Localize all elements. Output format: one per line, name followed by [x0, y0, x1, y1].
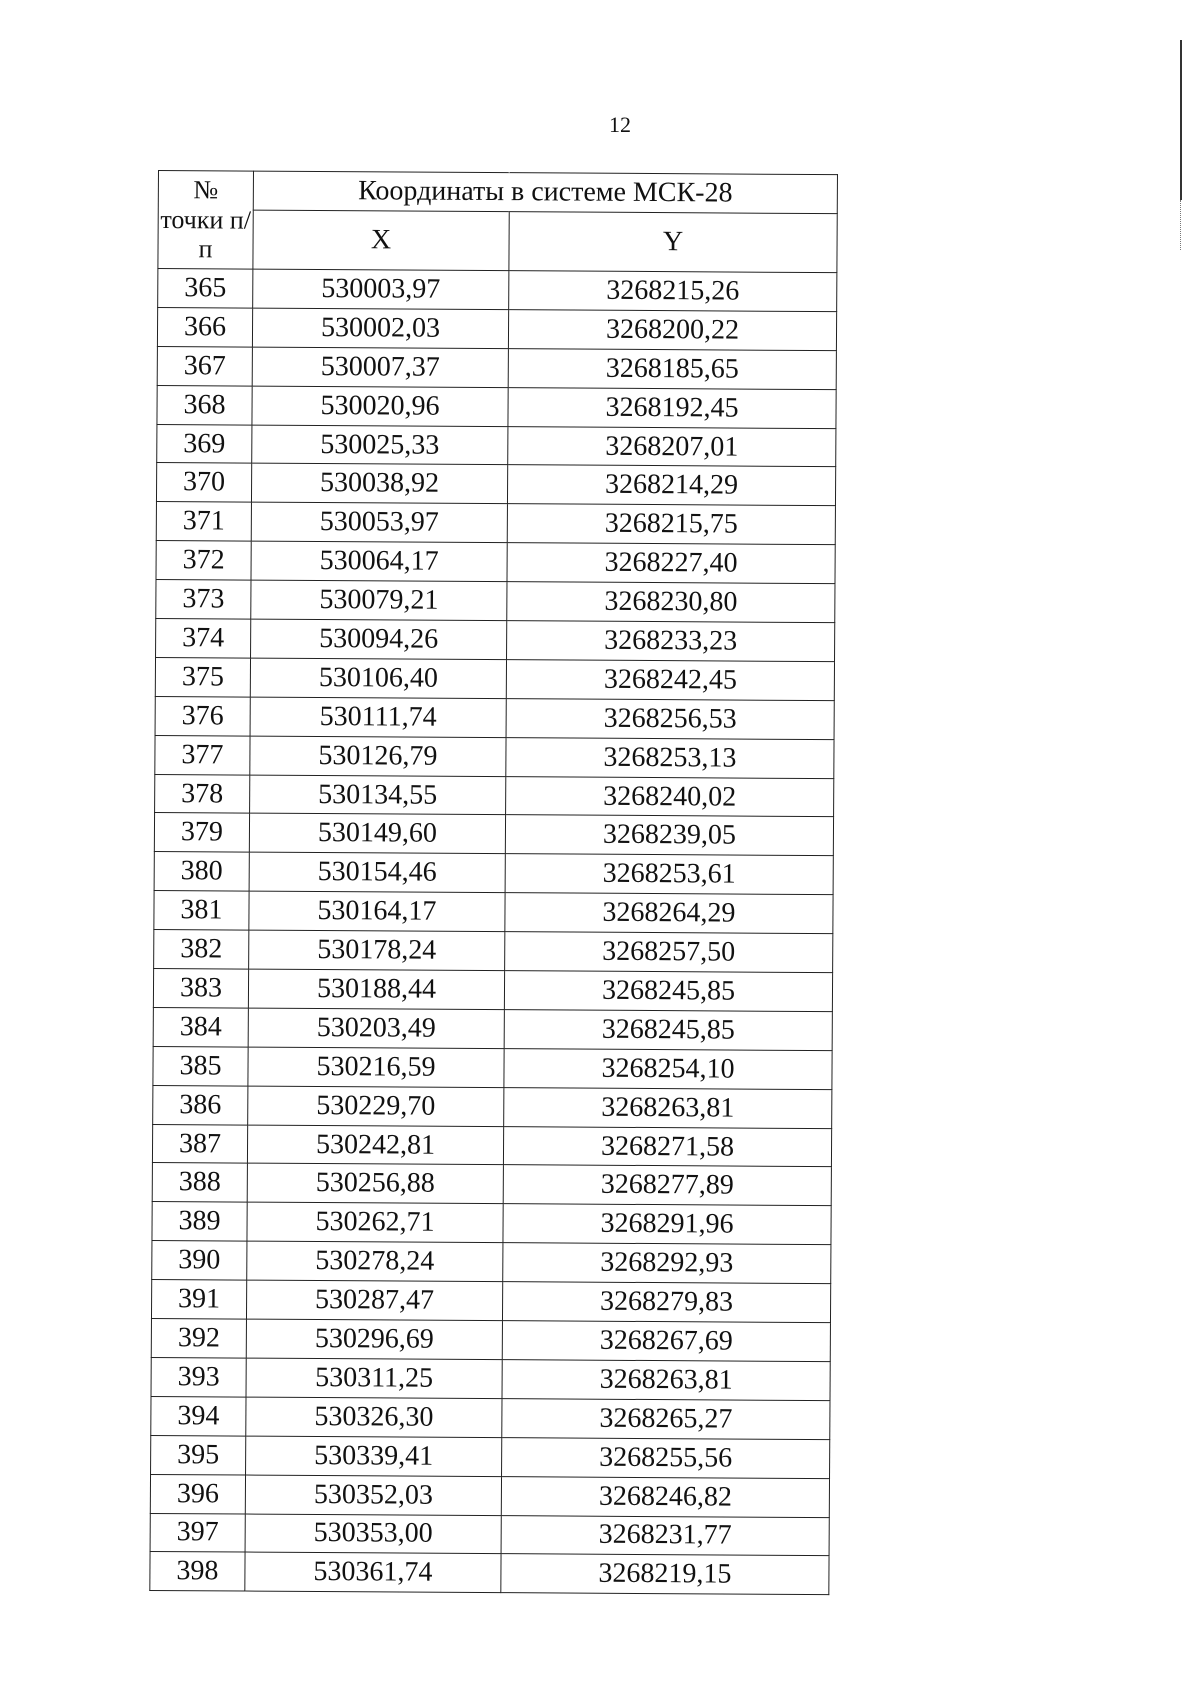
- x-coordinate-cell: 530203,49: [248, 1008, 504, 1048]
- point-number-cell: 396: [150, 1474, 245, 1513]
- y-coordinate-cell: 3268231,77: [501, 1515, 829, 1556]
- x-coordinate-cell: 530164,17: [249, 891, 505, 931]
- table-row: [155, 696, 834, 739]
- table-row: [155, 774, 834, 817]
- header-coordinates: Координаты в системе МСК-28: [253, 171, 837, 214]
- table-row: [150, 1552, 829, 1595]
- y-coordinate-cell: 3268264,29: [505, 893, 833, 934]
- table-row: [156, 619, 835, 662]
- x-coordinate-cell: 530002,03: [252, 308, 508, 348]
- point-number-cell: 378: [155, 774, 250, 813]
- x-coordinate-cell: 530154,46: [249, 852, 505, 892]
- table-body: [150, 269, 837, 1595]
- x-coordinate-cell: 530094,26: [251, 619, 507, 659]
- y-coordinate-cell: 3268214,29: [507, 465, 835, 506]
- x-coordinate-cell: 530053,97: [251, 502, 507, 542]
- table-row: [156, 580, 835, 623]
- header-point-number: № точки п/п: [158, 171, 254, 270]
- table-row: [151, 1435, 830, 1478]
- y-coordinate-cell: 3268219,15: [501, 1554, 829, 1595]
- x-coordinate-cell: 530064,17: [251, 541, 507, 581]
- y-coordinate-cell: 3268242,45: [506, 660, 834, 701]
- y-coordinate-cell: 3268255,56: [502, 1437, 830, 1478]
- y-coordinate-cell: 3268265,27: [502, 1398, 830, 1439]
- point-number-cell: 381: [154, 891, 249, 930]
- table-row: [158, 269, 837, 312]
- table-row: [156, 502, 835, 545]
- table-row: [152, 1163, 831, 1206]
- x-coordinate-cell: 530256,88: [247, 1164, 503, 1204]
- y-coordinate-cell: 3268230,80: [507, 582, 835, 623]
- point-number-cell: 365: [158, 269, 253, 308]
- x-coordinate-cell: 530262,71: [247, 1202, 503, 1242]
- y-coordinate-cell: 3268254,10: [504, 1048, 832, 1089]
- point-number-cell: 395: [151, 1435, 246, 1474]
- x-coordinate-cell: 530242,81: [247, 1125, 503, 1165]
- point-number-cell: 392: [151, 1319, 246, 1358]
- point-number-cell: 371: [156, 502, 251, 541]
- point-number-cell: 390: [152, 1241, 247, 1280]
- x-coordinate-cell: 530149,60: [249, 814, 505, 854]
- table-row: [150, 1513, 829, 1556]
- point-number-cell: 391: [151, 1280, 246, 1319]
- y-coordinate-cell: 3268257,50: [505, 932, 833, 973]
- y-coordinate-cell: 3268200,22: [508, 310, 836, 351]
- y-coordinate-cell: 3268215,26: [509, 271, 837, 312]
- x-coordinate-cell: 530352,03: [245, 1475, 501, 1515]
- point-number-cell: 394: [151, 1396, 246, 1435]
- point-number-cell: 367: [157, 346, 252, 385]
- x-coordinate-cell: 530020,96: [252, 386, 508, 426]
- y-coordinate-cell: 3268253,13: [506, 737, 834, 778]
- point-number-cell: 389: [152, 1202, 247, 1241]
- point-number-cell: 398: [150, 1552, 245, 1591]
- x-coordinate-cell: 530188,44: [248, 969, 504, 1009]
- table-row: [154, 852, 833, 895]
- y-coordinate-cell: 3268240,02: [506, 776, 834, 817]
- y-coordinate-cell: 3268239,05: [505, 815, 833, 856]
- y-coordinate-cell: 3268215,75: [507, 504, 835, 545]
- y-coordinate-cell: 3268245,85: [504, 1010, 832, 1051]
- point-number-cell: 379: [154, 813, 249, 852]
- table-row: [151, 1319, 830, 1362]
- point-number-cell: 376: [155, 696, 250, 735]
- x-coordinate-cell: 530353,00: [245, 1514, 501, 1554]
- y-coordinate-cell: 3268263,81: [502, 1360, 830, 1401]
- table-row: [153, 969, 832, 1012]
- x-coordinate-cell: 530126,79: [250, 736, 506, 776]
- y-coordinate-cell: 3268263,81: [504, 1087, 832, 1128]
- y-coordinate-cell: 3268292,93: [503, 1243, 831, 1284]
- x-coordinate-cell: 530229,70: [248, 1086, 504, 1126]
- point-number-cell: 386: [153, 1085, 248, 1124]
- coordinates-table: [149, 170, 838, 1595]
- point-number-cell: 384: [153, 1007, 248, 1046]
- table-row: [153, 1046, 832, 1089]
- y-coordinate-cell: 3268246,82: [501, 1476, 829, 1517]
- table-row: [156, 463, 835, 506]
- y-coordinate-cell: 3268253,61: [505, 854, 833, 895]
- table-row: [157, 307, 836, 350]
- point-number-cell: 388: [152, 1163, 247, 1202]
- x-coordinate-cell: 530296,69: [246, 1319, 502, 1359]
- table-row: [151, 1357, 830, 1400]
- table-row: [157, 346, 836, 389]
- x-coordinate-cell: 530025,33: [252, 425, 508, 465]
- point-number-cell: 380: [154, 852, 249, 891]
- x-coordinate-cell: 530134,55: [250, 775, 506, 815]
- point-number-cell: 369: [157, 424, 252, 463]
- point-number-cell: 397: [150, 1513, 245, 1552]
- y-coordinate-cell: 3268185,65: [508, 348, 836, 389]
- table-row: [154, 813, 833, 856]
- table-row: [153, 1085, 832, 1128]
- y-coordinate-cell: 3268192,45: [508, 387, 836, 428]
- table-row: [152, 1241, 831, 1284]
- point-number-cell: 372: [156, 541, 251, 580]
- point-number-cell: 374: [156, 619, 251, 658]
- point-number-cell: 375: [155, 657, 250, 696]
- table-row: [157, 385, 836, 428]
- point-number-cell: 368: [157, 385, 252, 424]
- header-x: X: [253, 210, 509, 270]
- table-row: [156, 541, 835, 584]
- y-coordinate-cell: 3268271,58: [503, 1126, 831, 1167]
- point-number-cell: 377: [155, 735, 250, 774]
- table-row: [152, 1124, 831, 1167]
- header-y: Y: [509, 212, 837, 273]
- x-coordinate-cell: 530079,21: [251, 580, 507, 620]
- point-number-cell: 370: [156, 463, 251, 502]
- x-coordinate-cell: 530106,40: [250, 658, 506, 698]
- x-coordinate-cell: 530326,30: [246, 1397, 502, 1437]
- point-number-cell: 393: [151, 1357, 246, 1396]
- x-coordinate-cell: 530278,24: [247, 1241, 503, 1281]
- x-coordinate-cell: 530038,92: [251, 464, 507, 504]
- y-coordinate-cell: 3268207,01: [508, 426, 836, 467]
- point-number-cell: 385: [153, 1046, 248, 1085]
- y-coordinate-cell: 3268233,23: [507, 621, 835, 662]
- point-number-cell: 366: [157, 307, 252, 346]
- x-coordinate-cell: 530003,97: [253, 269, 509, 309]
- x-coordinate-cell: 530339,41: [246, 1436, 502, 1476]
- table-row: [153, 1007, 832, 1050]
- table-row: [157, 424, 836, 467]
- table-row: [155, 735, 834, 778]
- x-coordinate-cell: 530178,24: [249, 930, 505, 970]
- page-number: 12: [609, 112, 631, 137]
- y-coordinate-cell: 3268256,53: [506, 698, 834, 739]
- x-coordinate-cell: 530361,74: [245, 1552, 501, 1592]
- x-coordinate-cell: 530287,47: [246, 1280, 502, 1320]
- x-coordinate-cell: 530111,74: [250, 697, 506, 737]
- table-row: [152, 1202, 831, 1245]
- table-row: [155, 657, 834, 700]
- table-row: [154, 930, 833, 973]
- y-coordinate-cell: 3268291,96: [503, 1204, 831, 1245]
- y-coordinate-cell: 3268277,89: [503, 1165, 831, 1206]
- table-row: [154, 891, 833, 934]
- table-row: [150, 1474, 829, 1517]
- x-coordinate-cell: 530311,25: [246, 1358, 502, 1398]
- point-number-cell: 383: [153, 969, 248, 1008]
- point-number-cell: 387: [152, 1124, 247, 1163]
- y-coordinate-cell: 3268227,40: [507, 543, 835, 584]
- y-coordinate-cell: 3268279,83: [502, 1282, 830, 1323]
- y-coordinate-cell: 3268267,69: [502, 1321, 830, 1362]
- table-row: [151, 1280, 830, 1323]
- scan-edge-dots: [1180, 200, 1182, 250]
- x-coordinate-cell: 530007,37: [252, 347, 508, 387]
- point-number-cell: 373: [156, 580, 251, 619]
- point-number-cell: 382: [154, 930, 249, 969]
- y-coordinate-cell: 3268245,85: [504, 971, 832, 1012]
- x-coordinate-cell: 530216,59: [248, 1047, 504, 1087]
- table-row: [151, 1396, 830, 1439]
